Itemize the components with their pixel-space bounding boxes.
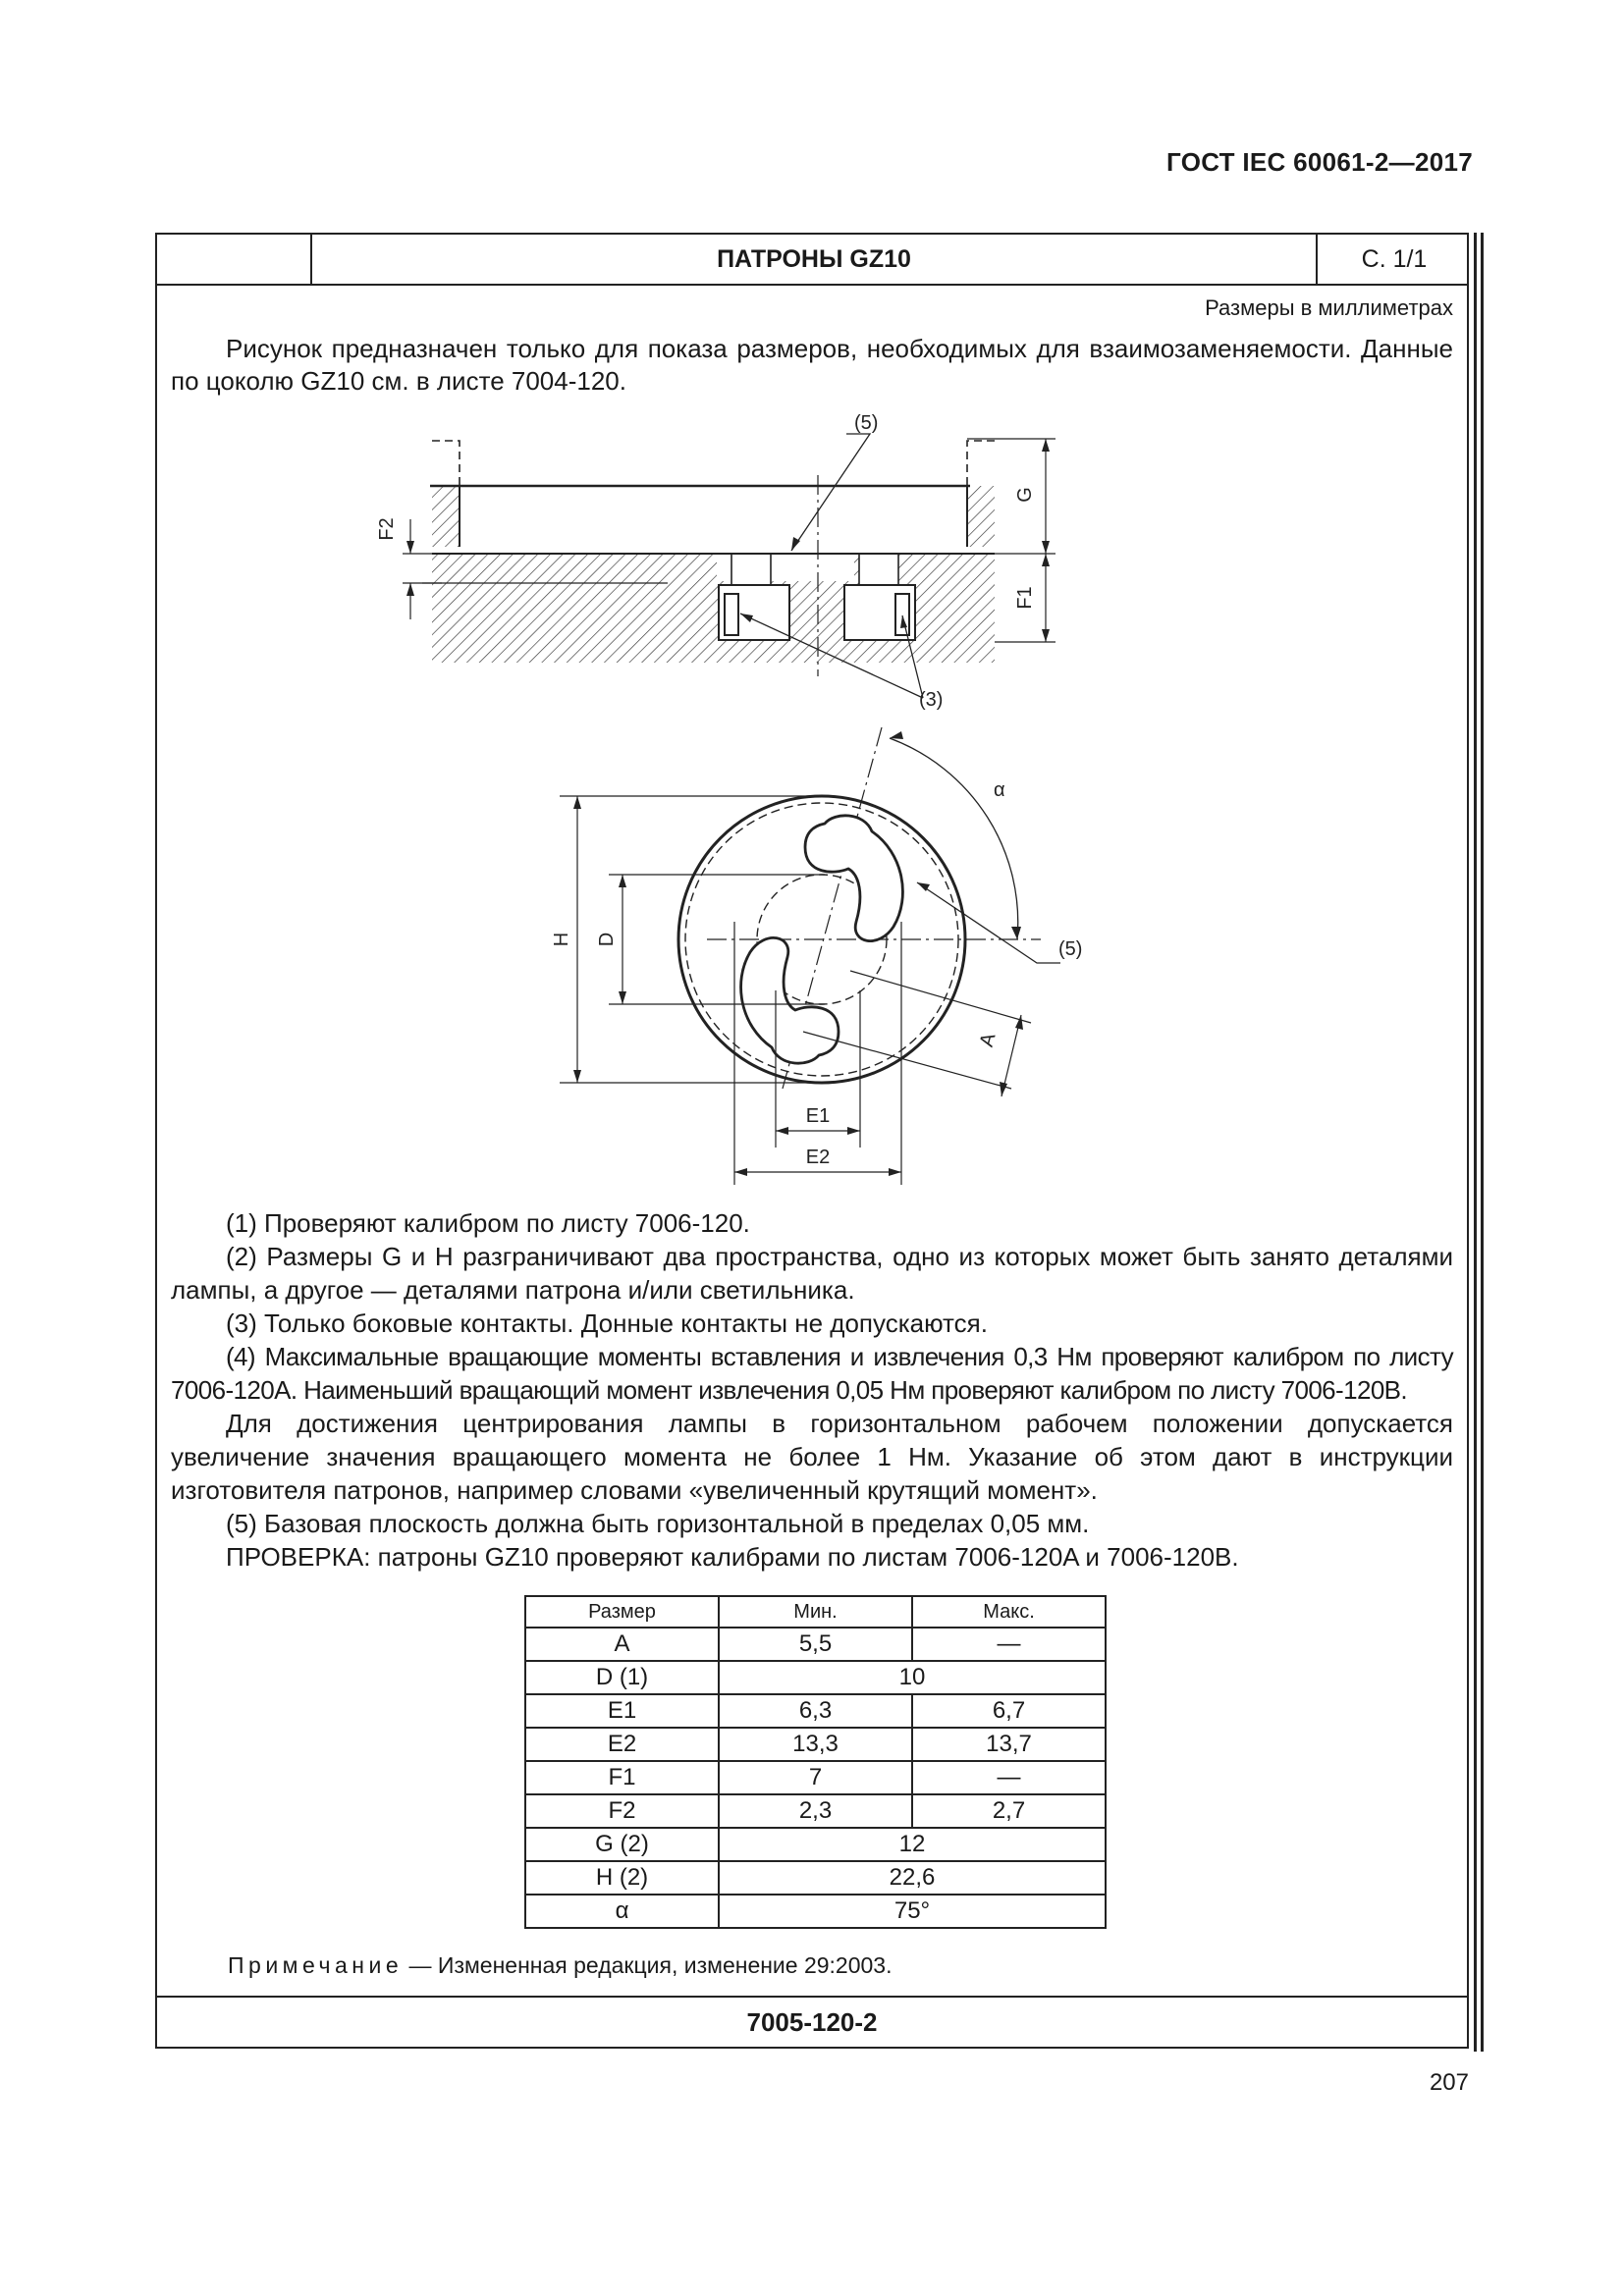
section-view <box>403 434 1056 698</box>
check-statement: ПРОВЕРКА: патроны GZ10 проверяют калибрами по листам 7006-120A и 7006-120B. <box>226 1542 1239 1572</box>
frame-right-rule <box>1474 233 1477 2052</box>
cell-size: G (2) <box>525 1828 719 1861</box>
cell-size: α <box>525 1895 719 1928</box>
note-3: (3) Только боковые контакты. Донные контакты не допускаются. <box>226 1308 988 1338</box>
cell-max: — <box>912 1761 1106 1794</box>
cell-min: 13,3 <box>719 1728 912 1761</box>
label-D: D <box>596 932 618 947</box>
table-row <box>525 1828 1106 1861</box>
col-header-max: Макс. <box>912 1596 1106 1628</box>
gz10-drawing <box>157 235 1469 1197</box>
label-F2: F2 <box>376 517 398 541</box>
note-2: (2) Размеры G и H разграничивают два пространства, одно из которых может быть занято деталями лампы, а другое — деталями патрона и/или светильника. <box>171 1242 1453 1305</box>
label-E2: E2 <box>805 1147 831 1168</box>
table-row <box>525 1895 1106 1928</box>
note-5: (5) Базовая плоскость должна быть горизонтальной в пределах 0,05 мм. <box>226 1509 1090 1538</box>
label-F1: F1 <box>1014 586 1036 610</box>
cell-max: — <box>912 1628 1106 1661</box>
note-4-continuation: Для достижения центрирования лампы в горизонтальном рабочем положении допускается увеличение значения вращающего момента не более 1 Нм. Указание об этом дают в инструкции изготовителя патронов, например словами «увеличенный крутящий момент». <box>171 1409 1453 1505</box>
cell-max: 2,7 <box>912 1794 1106 1828</box>
table-row <box>525 1628 1106 1661</box>
standard-designation: ГОСТ IEC 60061-2—2017 <box>1166 147 1473 177</box>
footnote <box>228 1952 893 1979</box>
label-A: A <box>975 1031 1001 1049</box>
units-note: Размеры в миллиметрах <box>1205 295 1453 320</box>
cell-value: 10 <box>719 1661 1106 1694</box>
sheet-title: ПАТРОНЫ GZ10 <box>717 245 911 273</box>
cell-value: 22,6 <box>719 1861 1106 1895</box>
label-G: G <box>1014 487 1036 503</box>
cell-value: 75° <box>719 1895 1106 1928</box>
page-number: 207 <box>1429 2069 1469 2096</box>
intro-text: Рисунок предназначен только для показа размеров, необходимых для взаимозаменяемости. Данные по цоколю GZ10 см. в листе 7004-120. <box>171 334 1453 396</box>
table-row <box>525 1694 1106 1728</box>
cell-size: F2 <box>525 1794 719 1828</box>
table-row <box>525 1794 1106 1828</box>
label-E1: E1 <box>805 1105 831 1127</box>
cell-size: E2 <box>525 1728 719 1761</box>
frame-right-rule-outer <box>1481 233 1484 2052</box>
cell-size: E1 <box>525 1694 719 1728</box>
table-header-row <box>525 1596 1106 1628</box>
cell-max: 6,7 <box>912 1694 1106 1728</box>
footnote-label: Примечание <box>228 1952 404 1978</box>
cell-size: F1 <box>525 1761 719 1794</box>
cell-size: A <box>525 1628 719 1661</box>
table-row <box>525 1861 1106 1895</box>
note-1: (1) Проверяют калибром по листу 7006-120. <box>226 1208 750 1238</box>
label-ref5-top: (5) <box>854 412 879 434</box>
table-row <box>525 1661 1106 1694</box>
sheet-page: С. 1/1 <box>1316 235 1471 284</box>
table-row <box>525 1761 1106 1794</box>
col-header-min: Мин. <box>719 1596 912 1628</box>
cell-max: 13,7 <box>912 1728 1106 1761</box>
cell-min: 5,5 <box>719 1628 912 1661</box>
notes-block <box>171 1206 1453 1574</box>
label-ref5-plan: (5) <box>1058 938 1083 960</box>
label-alpha: α <box>994 779 1005 801</box>
note-4: (4) Максимальные вращающие моменты вставления и извлечения 0,3 Нм проверяют калибром по листу 7006-120A. Наименьший вращающий момент извлечения 0,05 Нм проверяют калибром по листу 7006-120B. <box>171 1342 1453 1405</box>
col-header-size: Размер <box>525 1596 719 1628</box>
cell-min: 2,3 <box>719 1794 912 1828</box>
cell-size: H (2) <box>525 1861 719 1895</box>
table-row <box>525 1728 1106 1761</box>
cell-value: 12 <box>719 1828 1106 1861</box>
label-H: H <box>551 932 572 947</box>
cell-min: 6,3 <box>719 1694 912 1728</box>
sheet-number: 7005-120-2 <box>157 1996 1467 2047</box>
cell-size: D (1) <box>525 1661 719 1694</box>
label-ref3: (3) <box>919 689 944 711</box>
footnote-text: — Измененная редакция, изменение 29:2003. <box>408 1952 893 1978</box>
cell-min: 7 <box>719 1761 912 1794</box>
sheet-frame <box>155 233 1469 2049</box>
dimensions-table <box>524 1595 1107 1929</box>
